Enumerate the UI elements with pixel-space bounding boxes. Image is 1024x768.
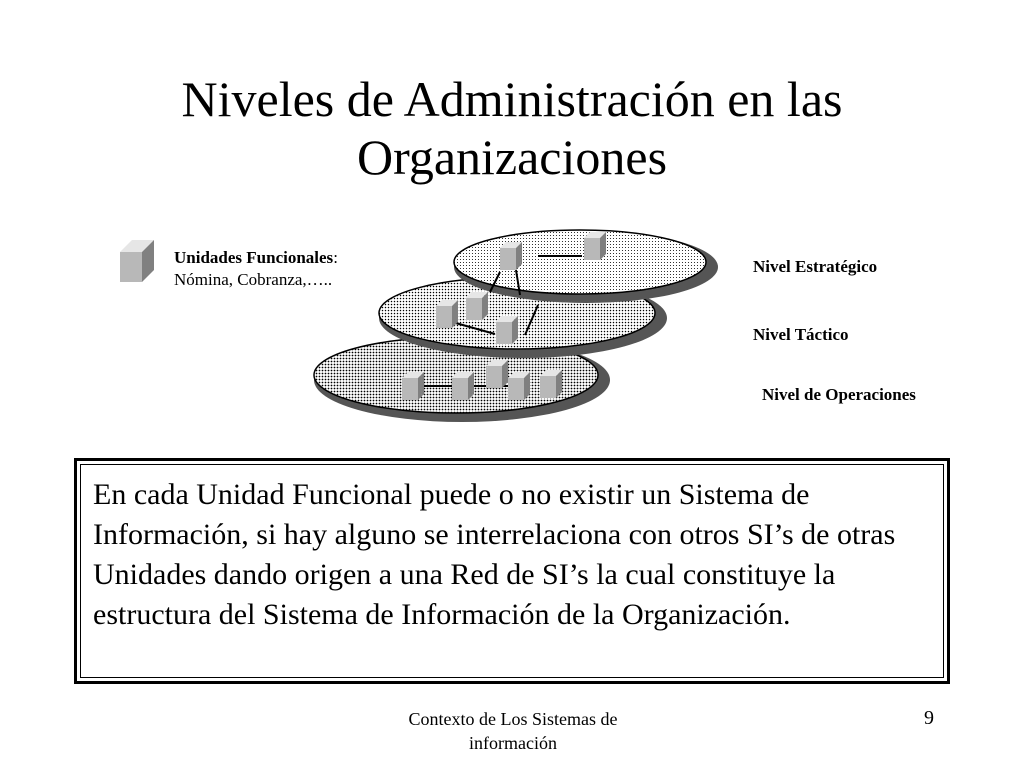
legend-label-title: Unidades Funcionales (174, 248, 334, 267)
page-number: 9 (924, 707, 934, 729)
footer-line-2: información (469, 733, 557, 753)
slide-title-line-2: Organizaciones (356, 129, 668, 185)
legend-label (174, 247, 338, 291)
explanation-box (74, 458, 950, 684)
legend-label-colon: : (333, 248, 338, 267)
explanation-text: En cada Unidad Funcional puede o no existir un Sistema de Información, si hay alguno se interrelaciona con otros SI’s de otras Unidades dando origen a una Red de SI’s la cual constituye la estructura del Sistema de Información de la Organización. (80, 464, 944, 678)
label-strategic-level: Nivel Estratégico (753, 257, 878, 276)
legend-cube-icon (120, 240, 154, 282)
slide-title-line-1: Niveles de Administración en las (181, 71, 843, 127)
footer-line-1: Contexto de Los Sistemas de (408, 709, 618, 729)
legend-label-examples: Nómina, Cobranza,….. (174, 270, 333, 289)
label-operations-level: Nivel de Operaciones (762, 385, 916, 404)
label-tactical-level: Nivel Táctico (753, 325, 849, 344)
footer-caption (380, 707, 646, 755)
